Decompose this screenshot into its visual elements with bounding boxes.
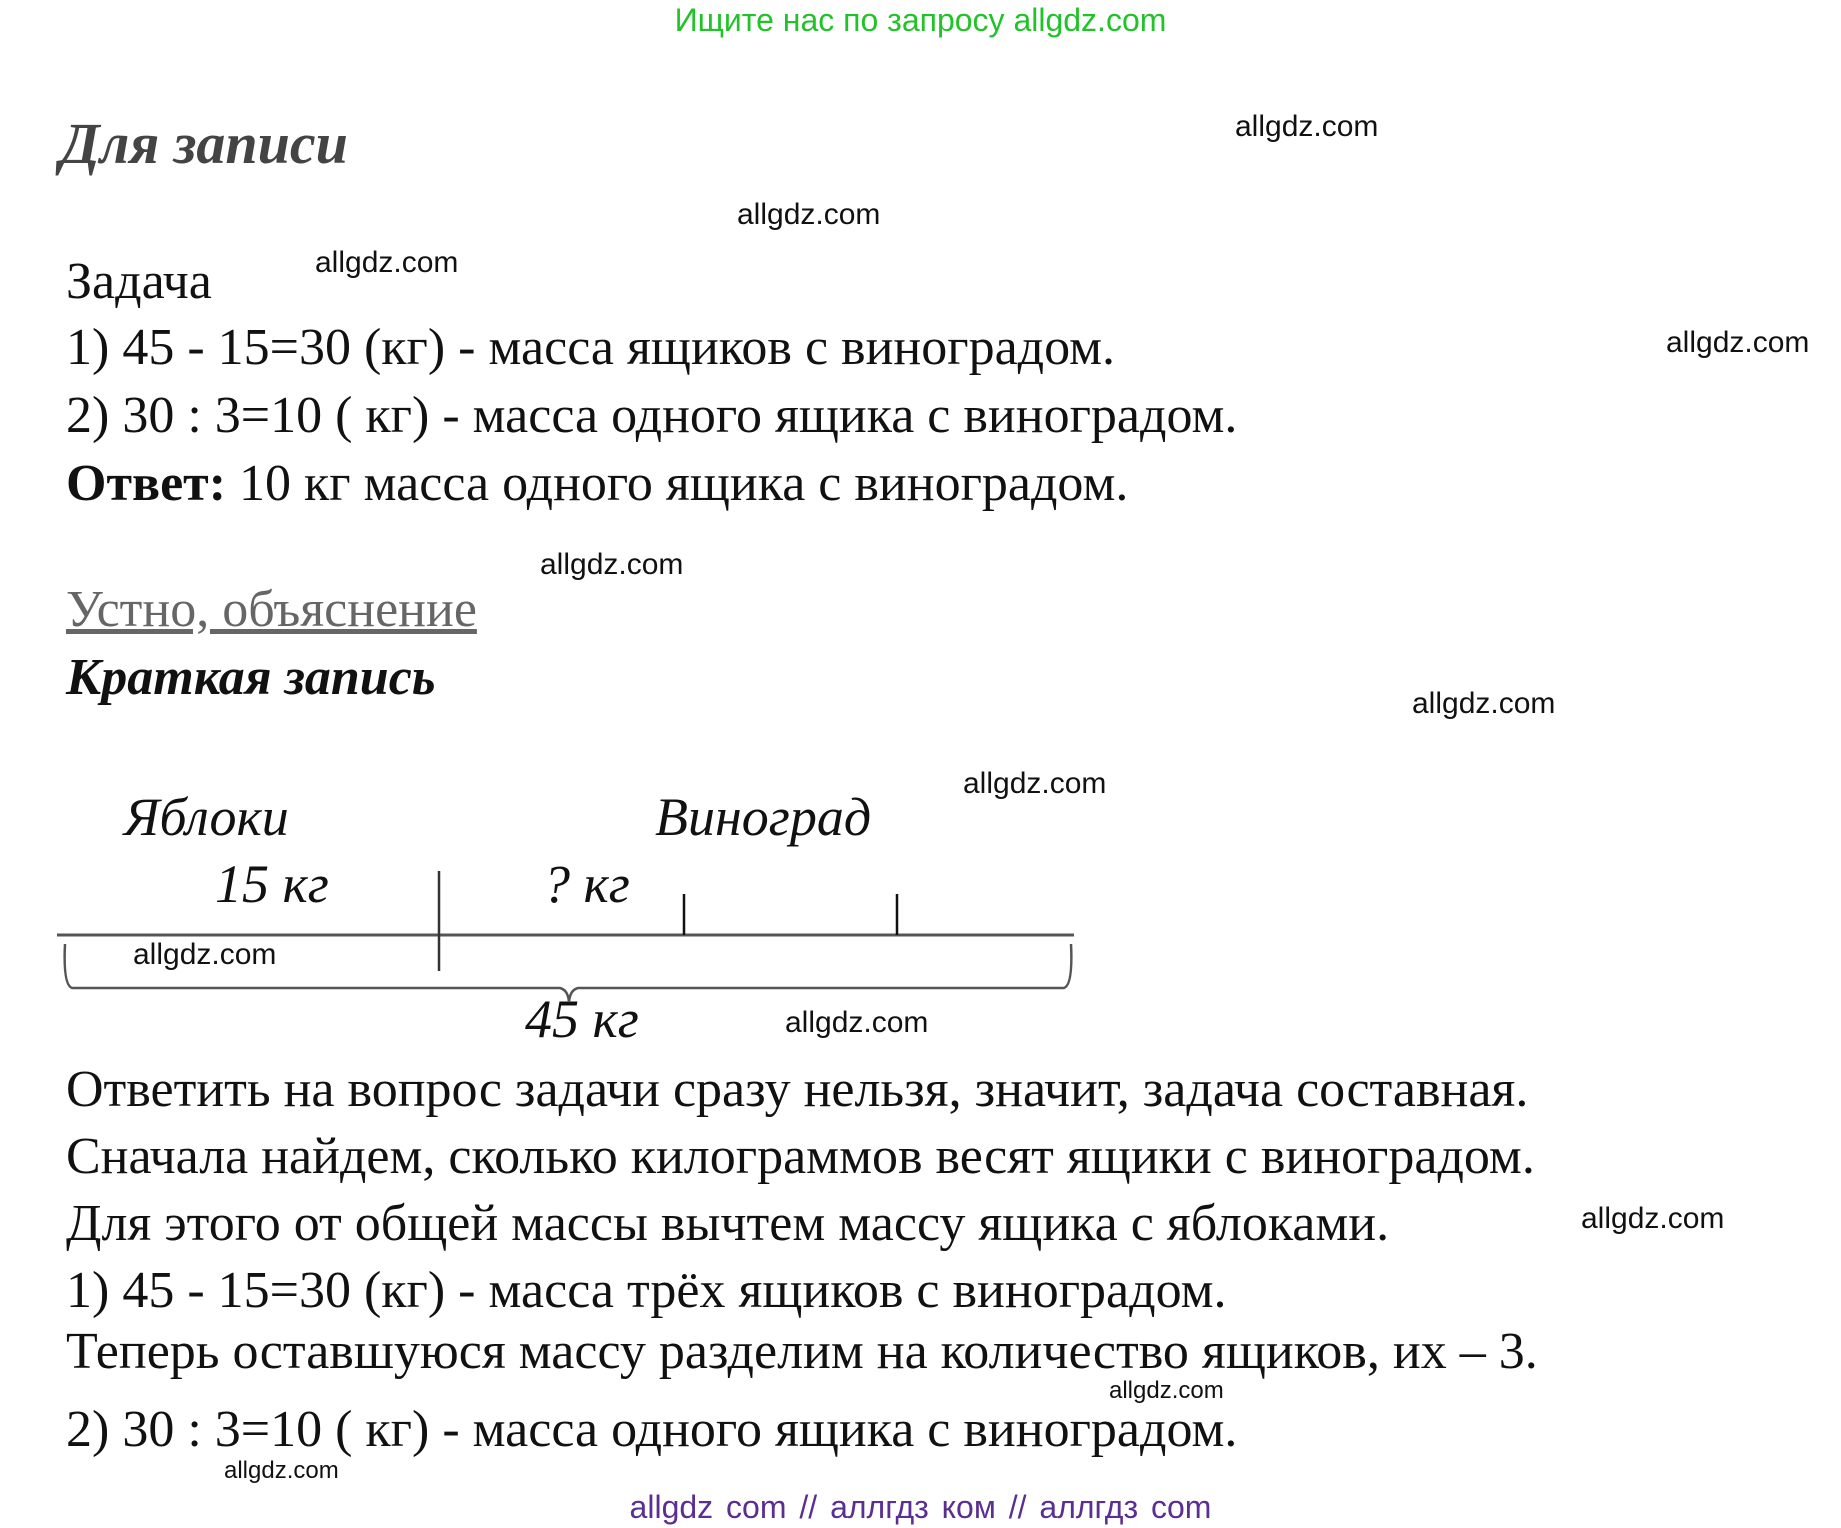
explanation-line-4: 1) 45 - 15=30 (кг) - масса трёх ящиков с виноградом.: [66, 1262, 1227, 1319]
task-line-2: 2) 30 : 3=10 ( кг) - масса одного ящика с виноградом.: [66, 387, 1238, 444]
grapes-label: Виноград: [655, 787, 872, 847]
oral-title: Устно, объяснение: [66, 581, 477, 638]
watermark: allgdz.com: [315, 246, 459, 279]
section-title: Для записи: [60, 111, 348, 176]
footer-links: allgdz com // аллгдз ком // аллгдз com: [629, 1489, 1212, 1525]
grapes-mass: ? кг: [543, 854, 630, 914]
total-mass: 45 кг: [525, 989, 639, 1049]
explanation-line-2: Сначала найдем, сколько килограммов весят ящики с виноградом.: [66, 1128, 1535, 1185]
watermark: allgdz.com: [1109, 1377, 1224, 1404]
watermark: allgdz.com: [785, 1006, 929, 1039]
apples-mass: 15 кг: [215, 854, 329, 914]
apples-label: Яблоки: [124, 787, 289, 847]
watermark: allgdz.com: [737, 198, 881, 231]
watermark: allgdz.com: [963, 767, 1107, 800]
answer-label: Ответ:: [66, 455, 227, 512]
watermark: allgdz.com: [1412, 687, 1556, 720]
task-title: Задача: [66, 253, 212, 310]
watermark: allgdz.com: [1235, 110, 1379, 143]
explanation-line-1: Ответить на вопрос задачи сразу нельзя, значит, задача составная.: [66, 1061, 1529, 1118]
explanation-line-6: 2) 30 : 3=10 ( кг) - масса одного ящика с виноградом.: [66, 1401, 1238, 1458]
watermark: allgdz.com: [1581, 1202, 1725, 1235]
task-line-1: 1) 45 - 15=30 (кг) - масса ящиков с виноградом.: [66, 319, 1116, 376]
answer-text: 10 кг масса одного ящика с виноградом.: [226, 455, 1129, 512]
brief-title: Краткая запись: [66, 649, 436, 706]
watermark: allgdz.com: [133, 938, 277, 971]
watermark: allgdz.com: [540, 548, 684, 581]
watermark: allgdz.com: [224, 1457, 339, 1484]
header-banner: Ищите нас по запросу allgdz.com: [674, 2, 1167, 38]
watermark: allgdz.com: [1666, 326, 1810, 359]
explanation-line-5: Теперь оставшуюся массу разделим на количество ящиков, их – 3.: [66, 1323, 1538, 1380]
explanation-line-3: Для этого от общей массы вычтем массу ящика с яблоками.: [66, 1195, 1390, 1252]
